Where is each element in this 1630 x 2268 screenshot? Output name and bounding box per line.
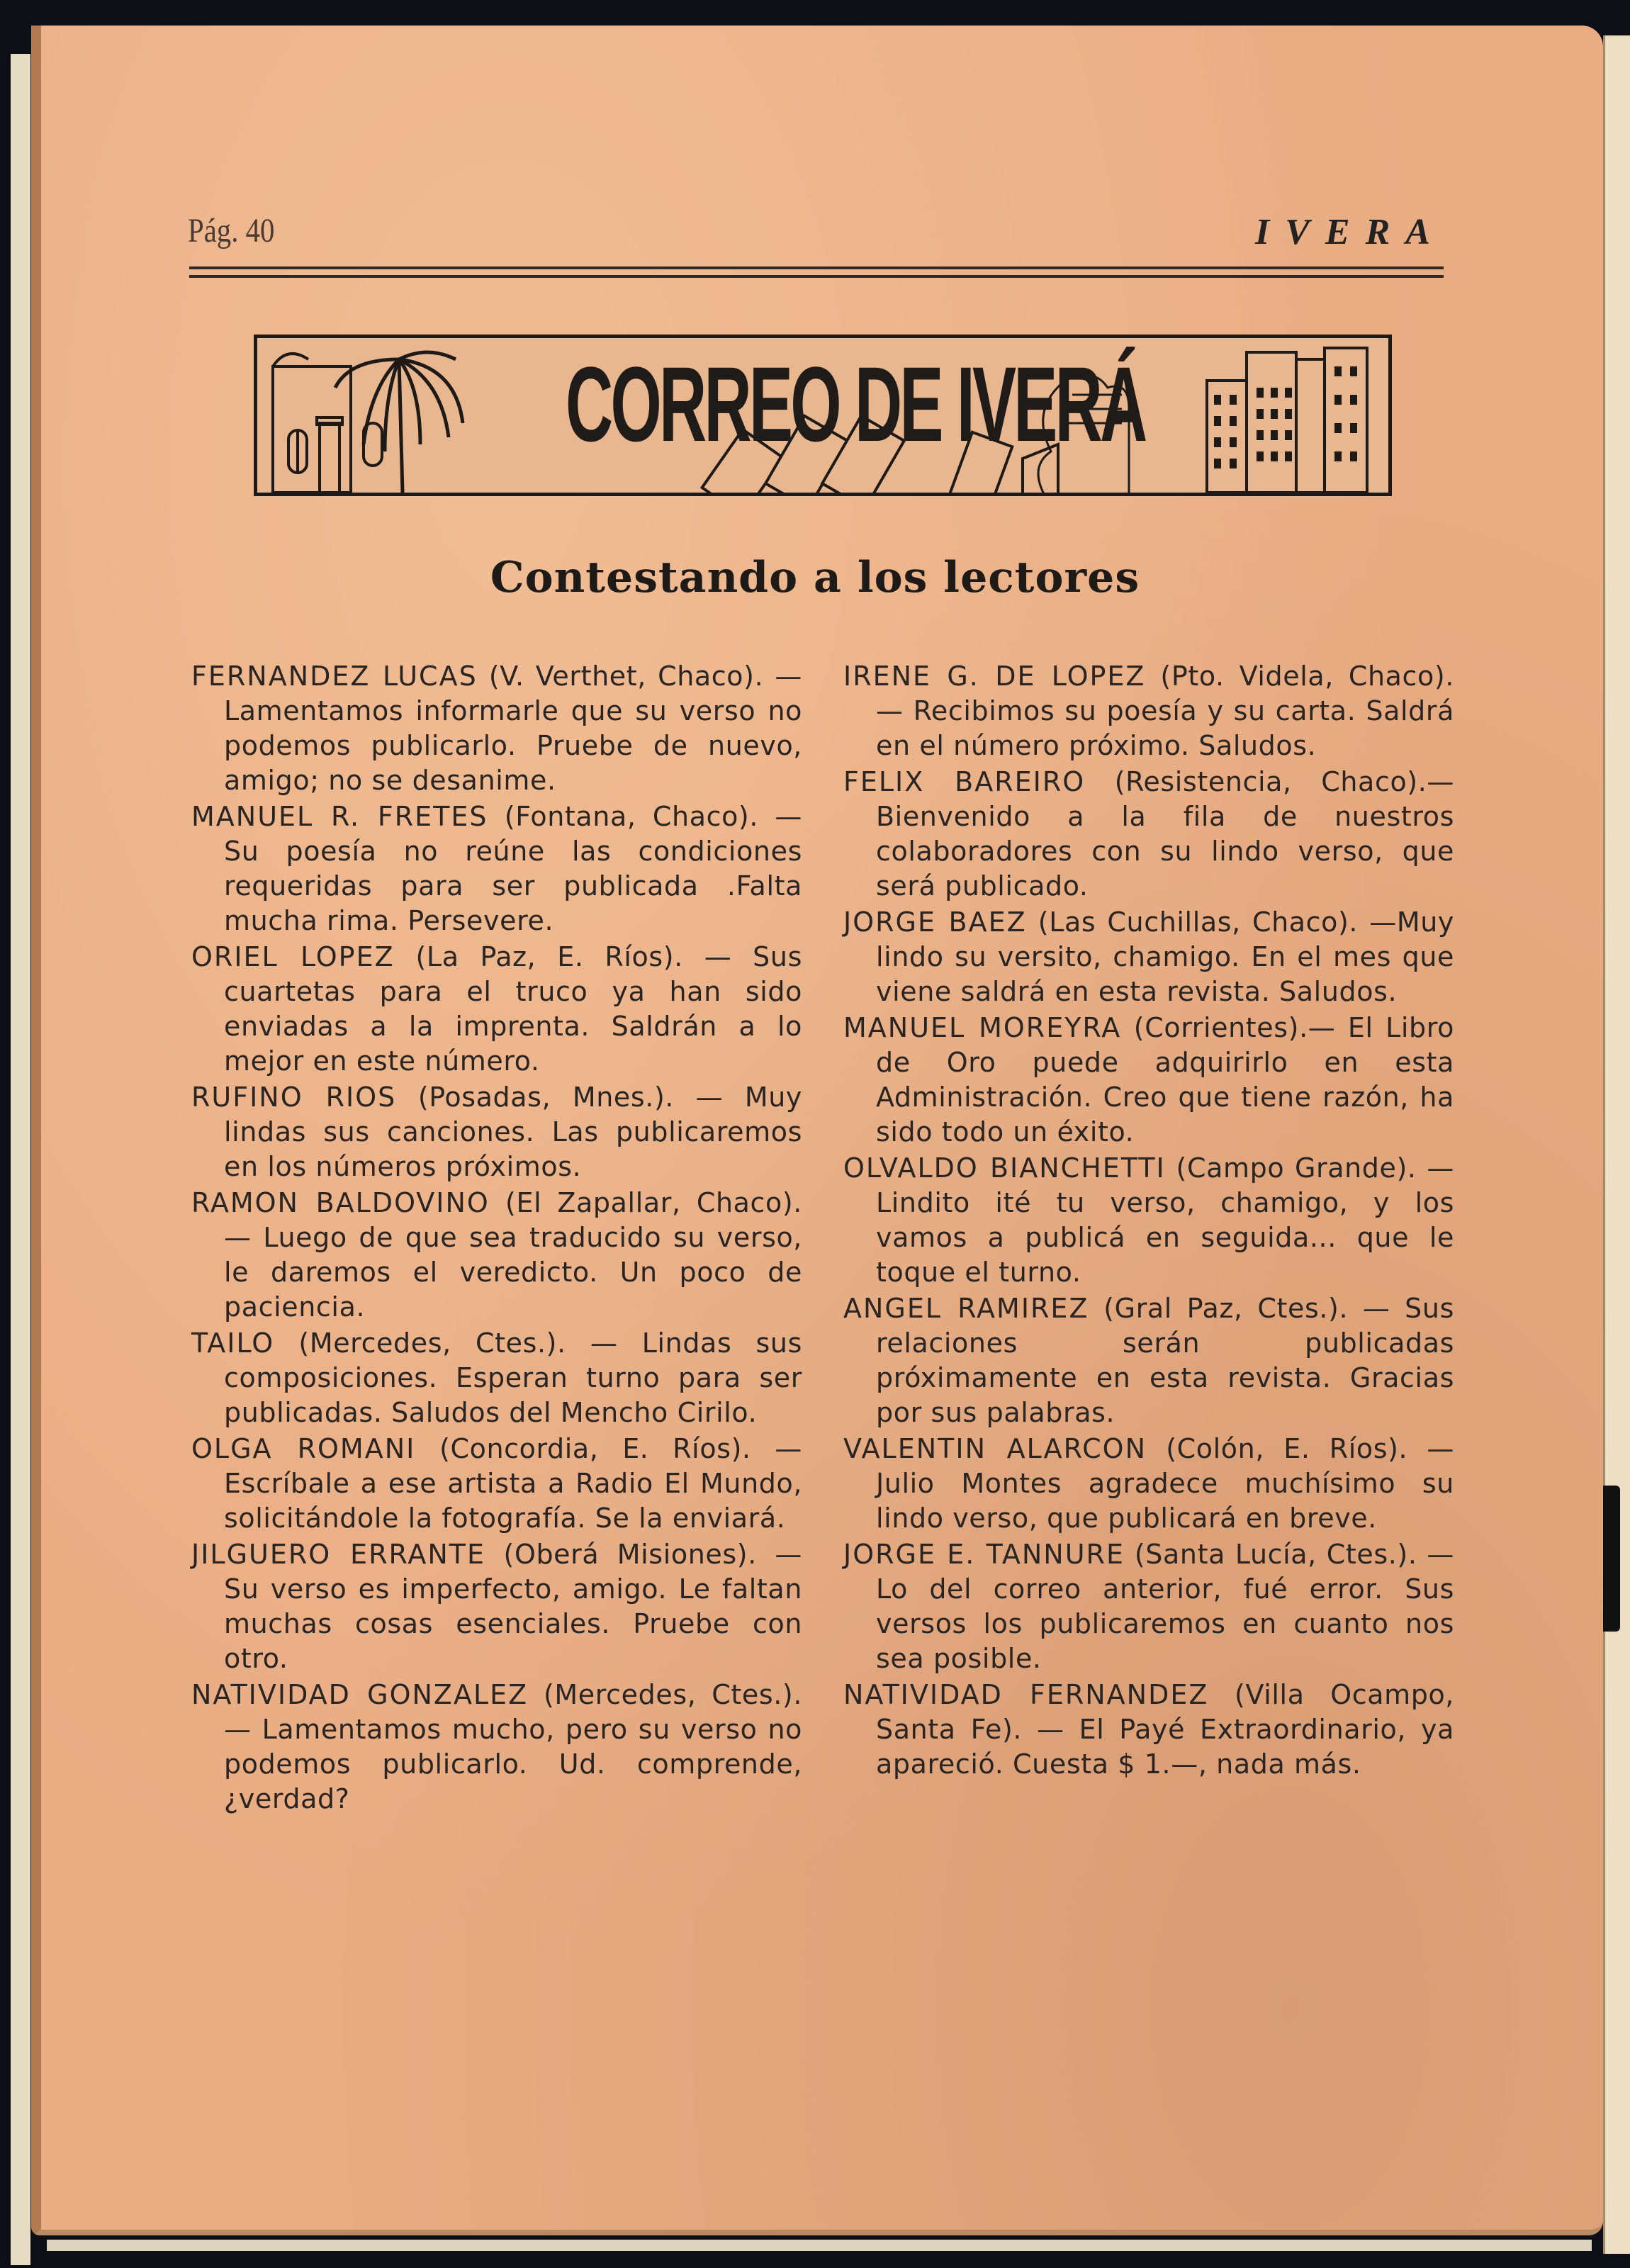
reply-text: (Concordia, E. Ríos). — Escríbale a ese artista a Radio El Mundo, solicitándole la fotografía. Se la enviará. bbox=[224, 1433, 802, 1534]
reader-name: MANUEL MOREYRA bbox=[843, 1012, 1122, 1043]
reply-text: (Campo Grande). — Lindito ité tu verso, chamigo, y los vamos a publicá en seguida... que le toque el turno. bbox=[876, 1152, 1454, 1288]
reader-name: IRENE G. DE LOPEZ bbox=[843, 661, 1146, 692]
letter-reply bbox=[191, 799, 802, 938]
letter-reply bbox=[843, 765, 1454, 904]
reader-name: OLVALDO BIANCHETTI bbox=[843, 1152, 1166, 1184]
reader-name: JILGUERO ERRANTE bbox=[191, 1539, 485, 1570]
binding-tape bbox=[1600, 1486, 1620, 1632]
left-column bbox=[191, 659, 802, 1818]
reply-text: (Mercedes, Ctes.). — Lindas sus composiciones. Esperan turno para ser publicadas. Saludos del Mencho Cirilo. bbox=[224, 1327, 802, 1428]
letter-reply bbox=[843, 1011, 1454, 1150]
letter-reply bbox=[843, 1151, 1454, 1290]
letter-reply bbox=[843, 1291, 1454, 1430]
reply-text: (El Zapallar, Chaco). — Luego de que sea traducido su verso, le daremos el veredicto. Un poco de paciencia. bbox=[224, 1187, 802, 1323]
reply-text: (Santa Lucía, Ctes.). — Lo del correo anterior, fué error. Sus versos los publicaremos en cuanto nos sea posible. bbox=[876, 1539, 1454, 1674]
letter-reply bbox=[191, 1678, 802, 1817]
letter-reply bbox=[191, 1432, 802, 1536]
reader-name: ORIEL LOPEZ bbox=[191, 941, 395, 972]
letter-reply bbox=[191, 1080, 802, 1184]
reply-text: (La Paz, E. Ríos). — Sus cuartetas para el truco ya han sido enviadas a la imprenta. Saldrán a lo mejor en este número. bbox=[224, 941, 802, 1077]
reader-name: RUFINO RIOS bbox=[191, 1082, 397, 1113]
reader-name: RAMON BALDOVINO bbox=[191, 1187, 490, 1218]
reply-text: (Fontana, Chaco). — Su poesía no reúne las condiciones requeridas para ser publicada .Falta mucha rima. Persevere. bbox=[224, 801, 802, 936]
reader-name: NATIVIDAD GONZALEZ bbox=[191, 1679, 529, 1710]
letter-reply bbox=[843, 1432, 1454, 1536]
reader-name: OLGA ROMANI bbox=[191, 1433, 416, 1464]
reader-name: ANGEL RAMIREZ bbox=[843, 1293, 1089, 1324]
banner-title: CORREO DE IVERÁ bbox=[566, 344, 1145, 464]
reply-text: (Villa Ocampo, Santa Fe). — El Payé Extraordinario, ya apareció. Cuesta $ 1.—, nada más. bbox=[876, 1679, 1454, 1780]
letter-reply bbox=[843, 1537, 1454, 1676]
reader-name: MANUEL R. FRETES bbox=[191, 801, 488, 832]
underlying-page-right-edge bbox=[1603, 35, 1630, 2254]
reply-text: (Resistencia, Chaco).—Bienvenido a la fila de nuestros colaboradores con su lindo verso, que será publicado. bbox=[876, 766, 1454, 902]
correo-banner bbox=[254, 335, 1392, 496]
palm-tree-icon bbox=[335, 352, 463, 493]
reply-text: (Oberá Misiones). — Su verso es imperfecto, amigo. Le faltan muchas cosas esenciales. Pruebe con otro. bbox=[224, 1539, 802, 1674]
letter-reply bbox=[843, 659, 1454, 763]
reply-text: (Gral Paz, Ctes.). — Sus relaciones serán publicadas próximamente en esta revista. Gracias por sus palabras. bbox=[876, 1293, 1454, 1428]
reply-text: (V. Verthet, Chaco). — Lamentamos informarle que su verso no podemos publicarlo. Pruebe de nuevo, amigo; no se desanime. bbox=[224, 661, 802, 796]
reader-name: TAILO bbox=[191, 1327, 275, 1359]
right-column bbox=[843, 659, 1454, 1783]
reader-name: JORGE BAEZ bbox=[843, 906, 1027, 938]
reader-name: FERNANDEZ LUCAS bbox=[191, 661, 478, 692]
reply-text: (Colón, E. Ríos). — Julio Montes agradece muchísimo su lindo verso, que publicará en breve. bbox=[876, 1433, 1454, 1534]
section-title: Contestando a los lectores bbox=[490, 553, 1140, 602]
letter-reply bbox=[191, 940, 802, 1079]
header-rule-top bbox=[189, 266, 1444, 269]
reply-text: (Las Cuchillas, Chaco). —Muy lindo su versito, chamigo. En el mes que viene saldrá en esta revista. Saludos. bbox=[876, 906, 1454, 1007]
reader-name: VALENTIN ALARCON bbox=[843, 1433, 1147, 1464]
underlying-page-left-edge bbox=[11, 54, 30, 2265]
reader-name: FELIX BAREIRO bbox=[843, 766, 1086, 797]
magazine-name: IVERA bbox=[1255, 212, 1446, 252]
letter-reply bbox=[843, 1678, 1454, 1782]
page-number: Pág. 40 bbox=[188, 212, 275, 249]
letter-reply bbox=[191, 1537, 802, 1676]
running-header bbox=[188, 211, 1446, 268]
reply-text: (Mercedes, Ctes.). — Lamentamos mucho, pero su verso no podemos publicarlo. Ud. comprende, ¿verdad? bbox=[224, 1679, 803, 1814]
reply-text: (Corrientes).— El Libro de Oro puede adquirirlo en esta Administración. Creo que tiene razón, ha sido todo un éxito. bbox=[876, 1012, 1454, 1147]
reply-text: (Posadas, Mnes.). — Muy lindas sus canciones. Las publicaremos en los números próximos. bbox=[224, 1082, 802, 1182]
letter-reply bbox=[191, 1326, 802, 1430]
letter-reply bbox=[843, 905, 1454, 1009]
letter-reply bbox=[191, 1186, 802, 1325]
letter-reply bbox=[191, 659, 802, 798]
header-rule-bottom bbox=[189, 275, 1444, 278]
reply-text: (Pto. Videla, Chaco). — Recibimos su poesía y su carta. Saldrá en el número próximo. Saludos. bbox=[876, 661, 1454, 761]
underlying-page-bottom-edge bbox=[47, 2240, 1592, 2251]
reader-name: NATIVIDAD FERNANDEZ bbox=[843, 1679, 1209, 1710]
reader-name: JORGE E. TANNURE bbox=[843, 1539, 1125, 1570]
